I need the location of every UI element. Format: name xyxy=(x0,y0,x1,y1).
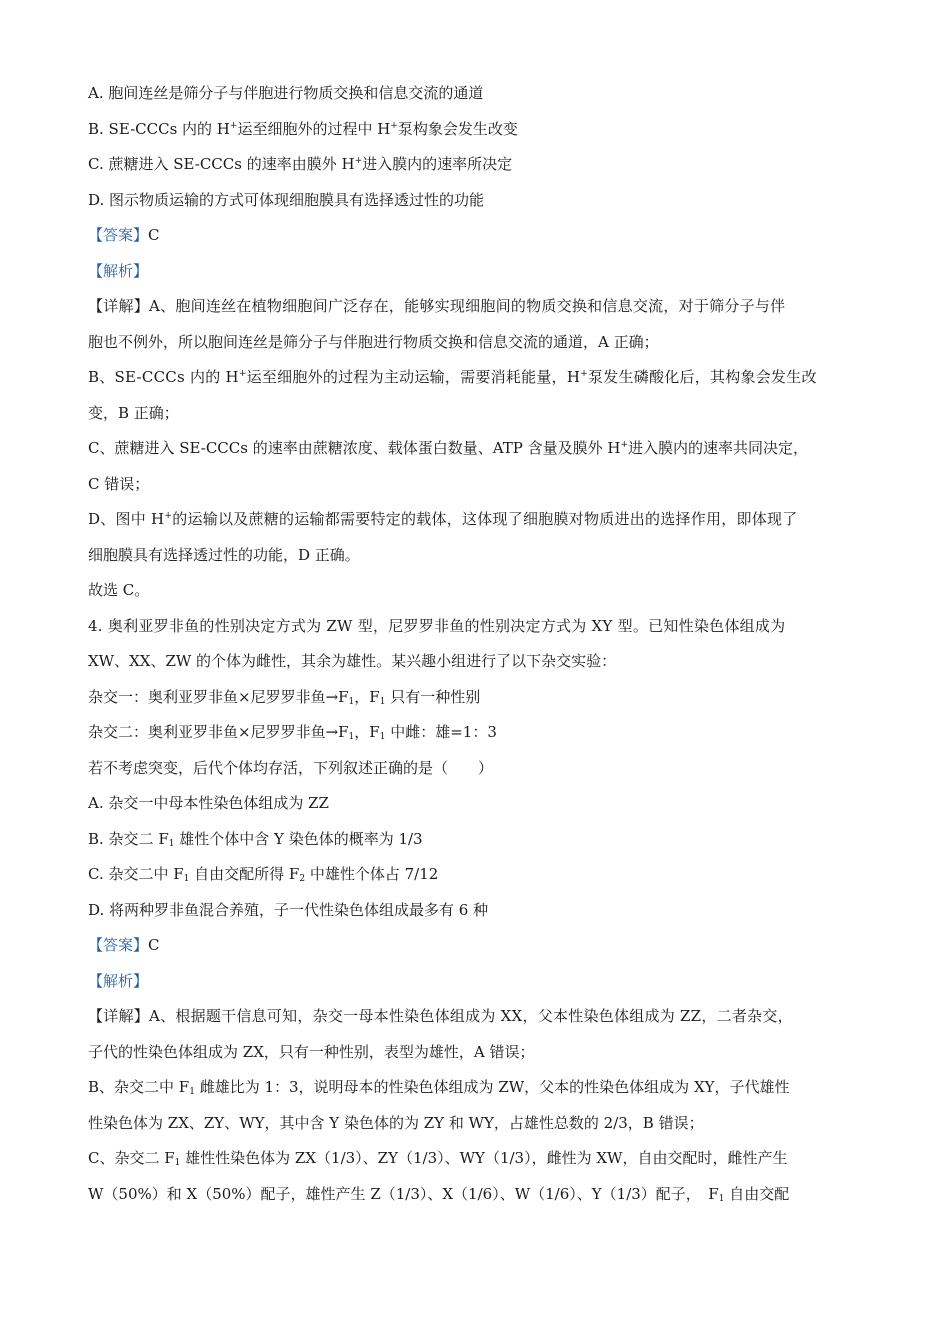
q4-analysis xyxy=(88,964,878,1000)
superscript: + xyxy=(580,369,589,379)
q4-detail-b-line-2 xyxy=(88,1106,878,1142)
q4-answer xyxy=(88,928,878,964)
q3-detail-a-text-1: A、胞间连丝在植物细胞间广泛存在，能够实现细胞间的物质交换和信息交流，对于筛分子与伴 xyxy=(149,297,786,315)
q4-option-a-text: A. 杂交一中母本性染色体组成为 ZZ xyxy=(88,794,329,812)
conclusion-text: 故选 C。 xyxy=(88,581,150,599)
q4-detail-c-text-4: 自由交配 xyxy=(724,1184,790,1203)
q4-cross-1 xyxy=(88,680,878,716)
q4-detail-b-text-1: B、杂交二中 F xyxy=(88,1078,190,1096)
q3-detail-d-text-1: D、图中 H xyxy=(88,510,165,528)
q3-detail-b-text-2: 运至细胞外的过程为主动运输，需要消耗能量，H xyxy=(246,368,581,386)
q4-cross-1-text-2: ，F xyxy=(354,687,380,706)
q4-option-d-text: D. 将两种罗非鱼混合养殖，子一代性染色体组成最多有 6 种 xyxy=(88,900,489,919)
q3-detail-b-line-2 xyxy=(88,396,878,432)
q3-detail-b-text-3: 泵发生磷酸化后，其构象会发生改 xyxy=(588,368,817,386)
q4-cross-2-text-2: ，F xyxy=(354,723,380,741)
q3-detail-d-text-2: 的运输以及蔗糖的运输都需要特定的载体，这体现了细胞膜对物质进出的选择作用，即体现了 xyxy=(172,510,798,528)
subscript: 1 xyxy=(718,1193,725,1204)
q4-stem-text-1: 4. 奥利亚罗非鱼的性别决定方式为 ZW 型，尼罗罗非鱼的性别决定方式为 XY 型。已知性染色体组成为 xyxy=(88,616,786,635)
subscript: 1 xyxy=(379,696,386,707)
document-page xyxy=(88,76,878,1212)
subscript: 1 xyxy=(189,1087,195,1097)
q3-option-b-text-3: 泵构象会发生改变 xyxy=(397,119,518,138)
answer-tag: 【答案】 xyxy=(88,226,149,244)
q4-option-d xyxy=(88,893,878,929)
q3-detail-a-line-2 xyxy=(88,325,878,361)
q3-option-d xyxy=(88,183,878,219)
detail-tag: 【详解】 xyxy=(88,1007,150,1025)
q3-option-b xyxy=(88,112,878,148)
q4-detail-c-line-2 xyxy=(88,1177,878,1213)
q3-detail-a-line-1 xyxy=(88,289,878,325)
superscript: + xyxy=(229,120,238,131)
q4-option-b-text-1: B. 杂交二 F xyxy=(88,829,169,848)
q3-option-b-text-2: 运至细胞外的过程中 H xyxy=(237,119,391,138)
q4-detail-a-text-1: A、根据题干信息可知，杂交一母本性染色体组成为 XX，父本性染色体组成为 ZZ，二者杂交， xyxy=(149,1007,793,1025)
q3-detail-c-line-1 xyxy=(88,431,878,467)
analysis-tag: 【解析】 xyxy=(88,971,149,990)
q4-option-c-text-1: C. 杂交二中 F xyxy=(88,865,184,883)
q3-option-a xyxy=(88,76,878,112)
detail-tag: 【详解】 xyxy=(88,297,150,315)
answer-tag: 【答案】 xyxy=(88,936,149,954)
q4-question xyxy=(88,751,878,787)
q3-detail-c-line-2 xyxy=(88,467,878,503)
subscript: 1 xyxy=(348,696,355,707)
q4-detail-c-text-3: W（50%）和 X（50%）配子，雄性产生 Z（1/3）、X（1/6）、W（1/6）、Y（1/3）配子， F xyxy=(88,1184,719,1203)
subscript: 1 xyxy=(379,732,386,742)
q4-detail-b-text-2: 雌雄比为 1：3，说明母本的性染色体组成为 ZW，父本的性染色体组成为 XY，子代雄性 xyxy=(194,1078,790,1096)
q4-option-c-text-2: 自由交配所得 F xyxy=(189,865,300,883)
q3-detail-b-line-1 xyxy=(88,360,878,396)
subscript: 1 xyxy=(183,874,190,884)
q3-option-b-text-1: B. SE-CCCs 内的 H xyxy=(88,119,230,138)
q3-option-c-text-1: C. 蔗糖进入 SE-CCCs 的速率由膜外 H xyxy=(88,155,355,173)
q3-detail-c-text-3: C 错误； xyxy=(88,474,150,493)
q3-option-c-text-2: 进入膜内的速率所决定 xyxy=(362,155,513,173)
q3-answer xyxy=(88,218,878,254)
q4-detail-c-line-1 xyxy=(88,1141,878,1177)
subscript: 1 xyxy=(348,732,355,742)
q3-conclusion xyxy=(88,573,878,609)
q4-option-a xyxy=(88,786,878,822)
q4-option-c-text-3: 中雄性个体占 7/12 xyxy=(305,865,439,883)
q4-cross-1-text-3: 只有一种性别 xyxy=(385,687,481,706)
q4-cross-1-text-1: 杂交一：奥利亚罗非鱼×尼罗罗非鱼→F xyxy=(88,687,349,706)
superscript: + xyxy=(620,440,628,450)
q3-detail-c-text-1: C、蔗糖进入 SE-CCCs 的速率由蔗糖浓度、载体蛋白数量、ATP 含量及膜外 H xyxy=(88,439,621,457)
q4-cross-2 xyxy=(88,715,878,751)
superscript: + xyxy=(354,156,363,166)
q4-cross-2-text-3: 中雌：雄=1：3 xyxy=(385,723,497,741)
q3-detail-c-text-2: 进入膜内的速率共同决定， xyxy=(628,439,809,457)
q3-option-d-text: D. 图示物质运输的方式可体现细胞膜具有选择透过性的功能 xyxy=(88,190,485,209)
answer-value: C xyxy=(148,936,160,954)
subscript: 2 xyxy=(299,874,306,884)
q4-stem-line-2 xyxy=(88,644,878,680)
q4-stem-line-1 xyxy=(88,609,878,645)
superscript: + xyxy=(390,120,398,131)
q3-detail-a-text-2: 胞也不例外，所以胞间连丝是筛分子与伴胞进行物质交换和信息交流的通道，A 正确； xyxy=(88,332,659,351)
q4-question-text: 若不考虑突变，后代个体均存活，下列叙述正确的是（ ） xyxy=(88,758,494,777)
superscript: + xyxy=(164,511,173,521)
q4-detail-c-text-2: 雄性性染色体为 ZX（1/3）、ZY（1/3）、WY（1/3），雌性为 XW，自由交配时，雌性产生 xyxy=(180,1149,788,1167)
q3-detail-d-line-1 xyxy=(88,502,878,538)
q4-detail-a-text-2: 子代的性染色体组成为 ZX，只有一种性别，表型为雄性，A 错误； xyxy=(88,1042,535,1061)
q4-cross-2-text-1: 杂交二：奥利亚罗非鱼×尼罗罗非鱼→F xyxy=(88,723,349,741)
subscript: 1 xyxy=(174,1158,181,1168)
q4-option-c xyxy=(88,857,878,893)
q4-detail-b-line-1 xyxy=(88,1070,878,1106)
subscript: 1 xyxy=(168,838,175,849)
superscript: + xyxy=(238,369,247,379)
q3-option-c xyxy=(88,147,878,183)
q4-detail-b-text-3: 性染色体为 ZX、ZY、WY，其中含 Y 染色体的为 ZY 和 WY，占雄性总数的 2/3，B 错误； xyxy=(88,1113,704,1132)
answer-value: C xyxy=(148,226,160,244)
q3-analysis xyxy=(88,254,878,290)
q4-option-b xyxy=(88,822,878,858)
q3-detail-b-text-4: 变，B 正确； xyxy=(88,403,179,422)
q4-stem-text-2: XW、XX、ZW 的个体为雌性，其余为雄性。某兴趣小组进行了以下杂交实验： xyxy=(88,652,617,670)
q3-detail-d-text-3: 细胞膜具有选择透过性的功能，D 正确。 xyxy=(88,545,360,564)
q4-option-b-text-2: 雄性个体中含 Y 染色体的概率为 1/3 xyxy=(174,829,423,848)
q4-detail-a-line-1 xyxy=(88,999,878,1035)
q4-detail-a-line-2 xyxy=(88,1035,878,1071)
q4-detail-c-text-1: C、杂交二 F xyxy=(88,1149,175,1167)
q3-detail-b-text-1: B、SE-CCCs 内的 H xyxy=(88,368,239,386)
q3-detail-d-line-2 xyxy=(88,538,878,574)
analysis-tag: 【解析】 xyxy=(88,261,149,280)
q3-option-a-text: A. 胞间连丝是筛分子与伴胞进行物质交换和信息交流的通道 xyxy=(88,84,484,102)
